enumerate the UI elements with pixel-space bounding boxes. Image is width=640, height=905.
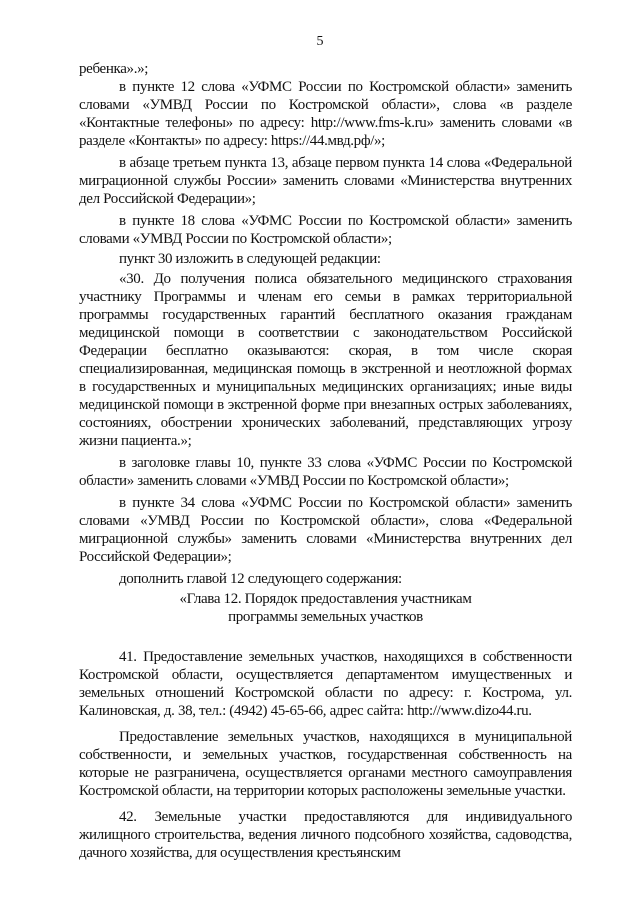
paragraph: ребенка».»;	[79, 61, 149, 77]
paragraph: дополнить главой 12 следующего содержания:	[119, 571, 402, 587]
paragraph: в заголовке главы 10, пункте 33 слова «УФМС России по Костромской области» заменить словами «УМВД России по Костромской области»;	[79, 455, 572, 489]
chapter-heading-line-1: «Глава 12. Порядок предоставления участникам	[179, 591, 472, 607]
paragraph: Предоставление земельных участков, находящихся в муниципальной собственности, и земельных участков, государственная собственность на которые не разграничена, осуществляется органами местного самоуправления Костромской области, на территории которых расположены земельные участки.	[79, 729, 572, 799]
paragraph: в пункте 34 слова «УФМС России по Костромской области» заменить словами «УМВД России по Костромской области», слова «Федеральной миграционной службы» заменить словами «Министерства внутренних дел Российской Федерации»;	[79, 495, 572, 565]
page-number: 5	[316, 34, 324, 49]
paragraph: 42. Земельные участки предоставляются для индивидуального жилищного строительства, ведения личного подсобного хозяйства, садоводства, дачного хозяйства, для осуществления крестьянским	[79, 809, 572, 861]
document-body	[79, 60, 572, 862]
paragraph: 41. Предоставление земельных участков, находящихся в собственности Костромской области, осуществляется департаментом имущественных и земельных отношений Костромской области по адресу: г. Кострома, ул. Калиновская, д. 38, тел.: (4942) 45-65-66, адрес сайта: http://www.dizo44.ru.	[79, 649, 572, 719]
chapter-heading-line-2: программы земельных участков	[228, 609, 423, 625]
paragraph: в абзаце третьем пункта 13, абзаце первом пункта 14 слова «Федеральной миграционной службы России» заменить словами «Министерства внутренних дел Российской Федерации»;	[79, 155, 572, 207]
paragraph: в пункте 12 слова «УФМС России по Костромской области» заменить словами «УМВД России по Костромской области», слова «в разделе «Контактные телефоны» по адресу: http://www.fms-k.ru» заменить словами «в разделе «Контакты» по адресу: https://44.мвд.рф/»;	[79, 79, 572, 149]
paragraph: пункт 30 изложить в следующей редакции:	[119, 251, 381, 267]
paragraph: «30. До получения полиса обязательного медицинского страхования участнику Программы и членам его семьи в рамках территориальной программы государственных гарантий бесплатного оказания гражданам медицинской помощи в соответствии с законодательством Российской Федерации бесплатно оказываются: скорая, в том числе скорая специализированная, медицинская помощь в экстренной и неотложной формах в государственных и муниципальных медицинских организациях; иные виды медицинской помощи в экстренной форме при внезапных острых заболеваниях, состояниях, обострении хронических заболеваний, представляющих угрозу жизни пациента.»;	[79, 271, 572, 449]
paragraph: в пункте 18 слова «УФМС России по Костромской области» заменить словами «УМВД России по Костромской области»;	[79, 213, 572, 247]
